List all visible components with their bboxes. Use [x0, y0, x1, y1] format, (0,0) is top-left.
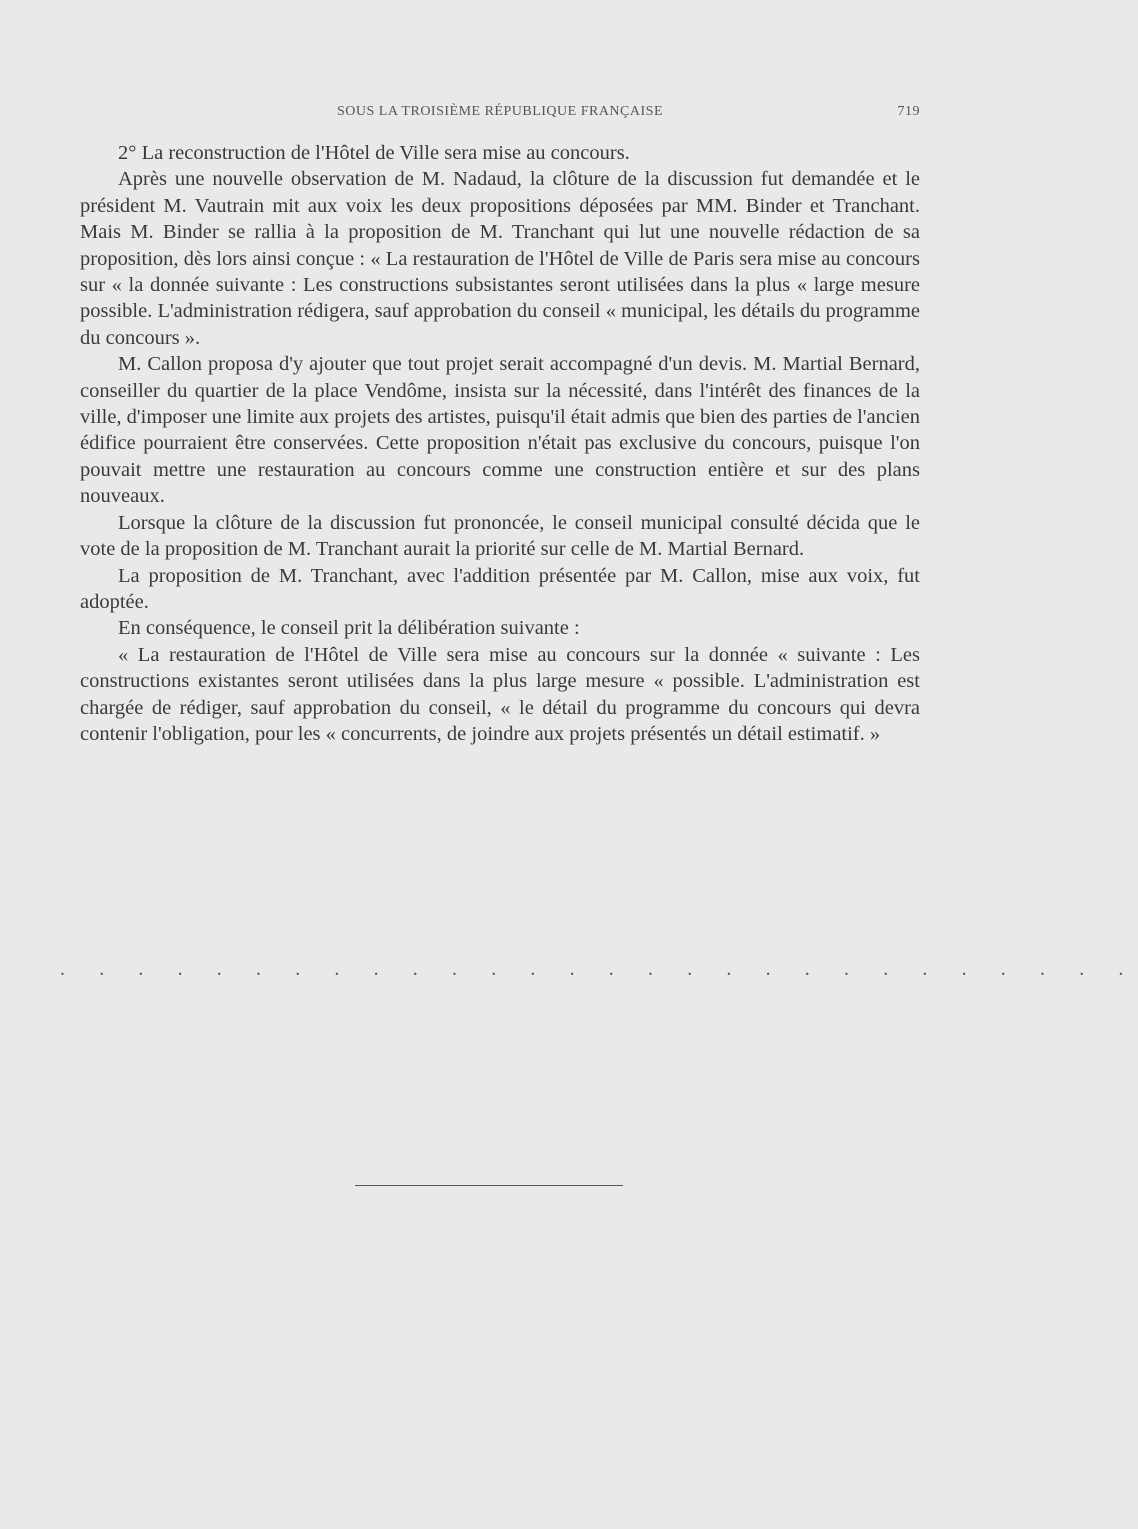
- paragraph-7-quoted-deliberation: « La restauration de l'Hôtel de Ville sera mise au concours sur la donnée « suivante : Les constructions existantes seront utilisées dans la plus large mesure « possible. L'administration est chargée de rédiger, sauf approbation du conseil, « le détail du programme du concours qui devra contenir l'obligation, pour les « concurrents, de joindre aux projets présentés un détail estimatif. »: [80, 643, 920, 745]
- paragraph-4: Lorsque la clôture de la discussion fut prononcée, le conseil municipal consulté décida que le vote de la proposition de M. Tranchant aurait la priorité sur celle de M. Martial Bernard.: [80, 511, 920, 561]
- paragraph-1: 2° La reconstruction de l'Hôtel de Ville sera mise au concours.: [118, 142, 630, 164]
- page-number: 719: [897, 104, 920, 119]
- body-text: [80, 140, 920, 747]
- end-rule-divider: [355, 1185, 623, 1186]
- paragraph-3: M. Callon proposa d'y ajouter que tout projet serait accompagné d'un devis. M. Martial Bernard, conseiller du quartier de la place Vendôme, insista sur la nécessité, dans l'intérêt des finances de la ville, d'imposer une limite aux projets des artistes, puisqu'il était admis que bien des parties de l'ancien édifice pourraient être conservées. Cette proposition n'était pas exclusive du concours, puisque l'on pouvait mettre une restauration au concours comme une construction entière et sur des plans nouveaux.: [80, 353, 920, 508]
- omission-dots: . . . . . . . . . . . . . . . . . . . . . . . . . . . .: [60, 958, 1138, 980]
- paragraph-5: La proposition de M. Tranchant, avec l'addition présentée par M. Callon, mise aux voix, fut adoptée.: [80, 564, 920, 613]
- paragraph-2: Après une nouvelle observation de M. Nadaud, la clôture de la discussion fut demandée et le président M. Vautrain mit aux voix les deux propositions déposées par MM. Binder et Tranchant. Mais M. Binder se rallia à la proposition de M. Tranchant qui lut une nouvelle rédaction de sa proposition, dès lors ainsi conçue : « La restauration de l'Hôtel de Ville de Paris sera mise au concours sur « la donnée suivante : Les constructions subsistantes seront utilisées dans la plus « large mesure possible. L'administration rédigera, sauf approbation du conseil « municipal, les détails du programme du concours ».: [80, 168, 920, 349]
- running-title: SOUS LA TROISIÈME RÉPUBLIQUE FRANÇAISE: [337, 104, 663, 119]
- paragraph-6: En conséquence, le conseil prit la délibération suivante :: [118, 617, 580, 640]
- running-head: [80, 104, 920, 126]
